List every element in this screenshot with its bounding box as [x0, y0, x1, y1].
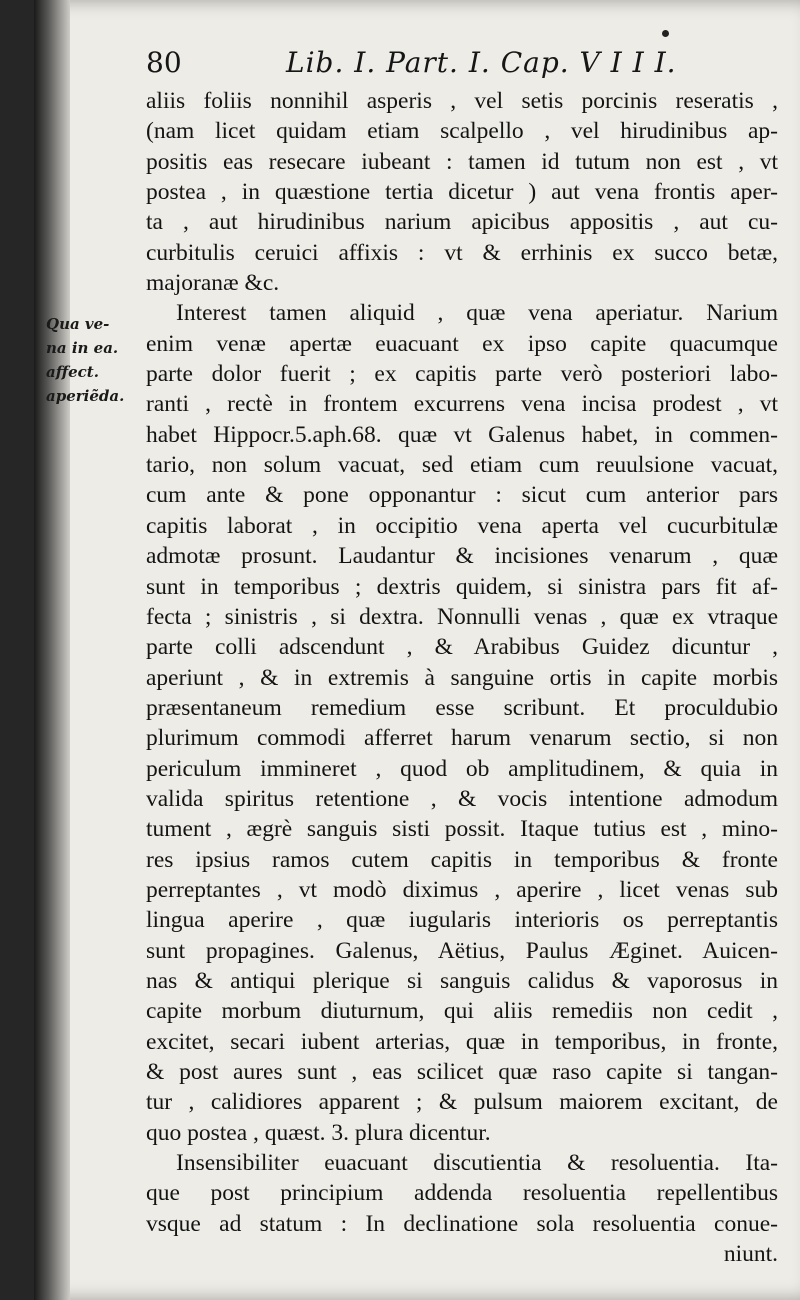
paragraph-start-line: Insensibiliter euacuant discutientia & resoluentia. Ita- [176, 1150, 778, 1177]
text-line: præsentaneum remedium esse scribunt. Et proculdubio [146, 694, 778, 721]
text-line: aliis foliis nonnihil asperis , vel setis porcinis reseratis , [146, 88, 778, 114]
text-line: admotæ prosunt. Laudantur & incisiones venarum , quæ [146, 543, 778, 570]
text-line: enim venæ apertæ euacuant ex ipso capite quacumque [146, 330, 778, 357]
text-line: (nam licet quidam etiam scalpello , vel hirudinibus ap- [146, 118, 778, 145]
text-line: sunt in temporibus ; dextris quidem, si sinistra pars fit af- [146, 573, 778, 600]
text-line: aperiunt , & in extremis à sanguine ortis in capite morbis [146, 664, 778, 691]
text-line: nas & antiqui plerique si sanguis calidus & vaporosus in [146, 967, 778, 994]
text-line: sunt propagines. Galenus, Aëtius, Paulus Æginet. Auicen- [146, 937, 778, 964]
body-text [146, 86, 778, 1269]
margin-note-line: aperiẽda. [46, 387, 125, 405]
text-line: capite morbum diuturnum, qui aliis remediis non cedit , [146, 998, 778, 1025]
running-head [146, 46, 786, 86]
text-line: ranti , rectè in frontem excurrens vena incisa prodest , vt [146, 391, 778, 418]
chapter-title: Lib. I. Part. I. Cap. V I I I. [286, 46, 677, 79]
paragraph-start-line: Interest tamen aliquid , quæ vena aperiatur. Narium [176, 300, 778, 327]
text-line: tument , ægrè sanguis sisti possit. Itaque tutius est , mino- [146, 816, 778, 843]
text-line: que post principium addenda resoluentia repellentibus [146, 1180, 778, 1207]
text-line: tur , calidiores apparent ; & pulsum maiorem excitant, de [146, 1089, 778, 1116]
text-line: curbitulis ceruici affixis : vt & errhinis ex succo betæ, [146, 239, 778, 266]
text-line: valida spiritus retentione , & vocis intentione admodum [146, 785, 778, 812]
margin-note-line: na in ea. [46, 339, 119, 357]
text-line: parte dolor fuerit ; ex capitis parte verò posteriori labo- [146, 361, 778, 388]
text-line: lingua aperire , quæ iugularis interioris os perreptantis [146, 907, 778, 934]
text-line: periculum immineret , quod ob amplitudinem, & quia in [146, 755, 778, 782]
book-page [34, 0, 800, 1300]
text-line: positis eas resecare iubeant : tamen id tutum non est , vt [146, 148, 778, 175]
text-line: capitis laborat , in occipitio vena aperta vel cucurbitulæ [146, 512, 778, 539]
text-line: plurimum commodi afferret harum venarum sectio, si non [146, 725, 778, 752]
text-line: perreptantes , vt modò diximus , aperire , licet venas sub [146, 876, 778, 903]
margin-note-line: affect. [46, 363, 99, 381]
text-line: tario, non solum vacuat, sed etiam cum reuulsione vacuat, [146, 452, 778, 479]
text-line: excitet, secari iubent arterias, quæ in temporibus, in fronte, [146, 1028, 778, 1055]
text-line: vsque ad statum : In declinatione sola resoluentia conue- [146, 1210, 778, 1237]
text-line: habet Hippocr.5.aph.68. quæ vt Galenus habet, in commen- [146, 421, 778, 448]
text-line: parte colli adscendunt , & Arabibus Guidez dicuntur , [146, 634, 778, 661]
text-line: ta , aut hirudinibus narium apicibus appositis , aut cu- [146, 209, 778, 236]
margin-note-line: Qua ve- [46, 315, 110, 333]
text-line: cum ante & pone opponantur : sicut cum anterior pars [146, 482, 778, 509]
page-number: 80 [146, 46, 182, 79]
text-line: res ipsius ramos cutem capitis in temporibus & fronte [146, 846, 778, 873]
text-line: fecta ; sinistris , si dextra. Nonnulli venas , quæ ex vtraque [146, 603, 778, 630]
ink-speck [662, 30, 669, 37]
text-line: majoranæ &c. [146, 270, 280, 297]
text-line: postea , in quæstione tertia dicetur ) aut vena frontis aper- [146, 179, 778, 206]
text-line: quo postea , quæst. 3. plura dicentur. [146, 1119, 491, 1146]
text-line: & post aures sunt , eas scilicet quæ raso capite si tangan- [146, 1059, 778, 1085]
text-line: niunt. [723, 1241, 778, 1268]
margin-note [46, 312, 156, 408]
page-gutter-shadow [34, 0, 70, 1300]
